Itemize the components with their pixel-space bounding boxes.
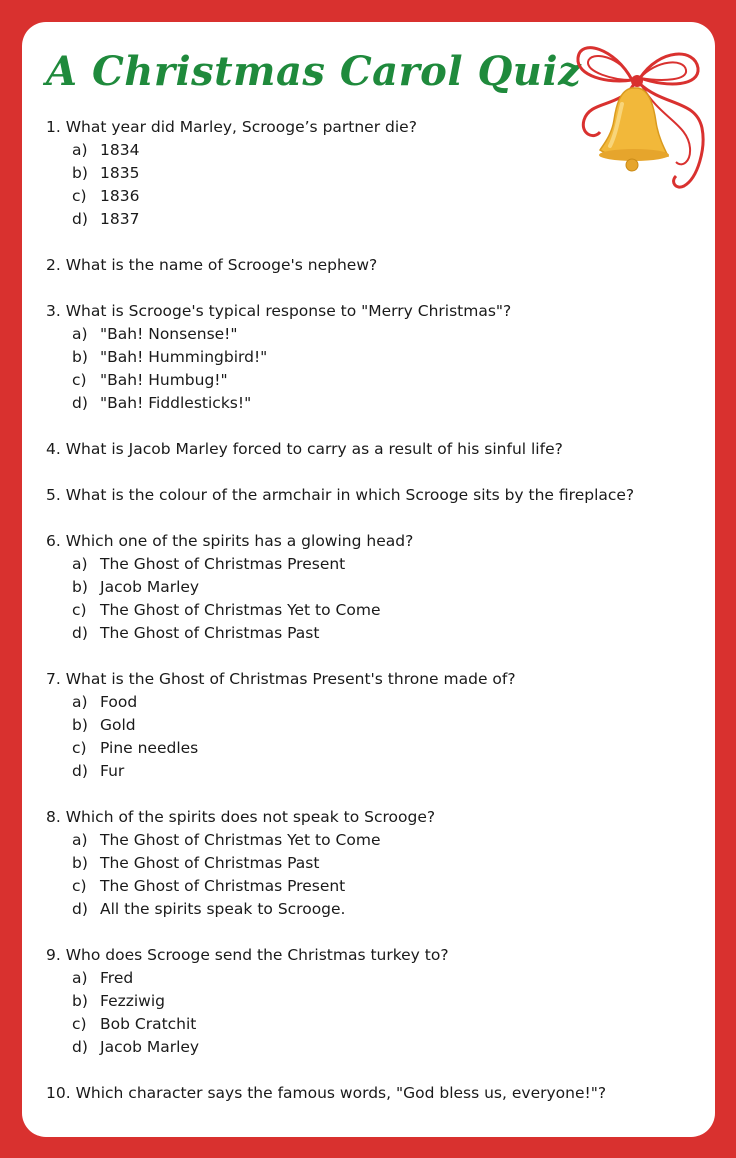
option-letter: a) <box>72 325 88 343</box>
option-letter: b) <box>72 348 88 366</box>
question-block <box>46 254 706 277</box>
answer-option <box>46 346 706 369</box>
option-letter: c) <box>72 187 87 205</box>
option-text: "Bah! Nonsense!" <box>100 325 238 343</box>
option-text: The Ghost of Christmas Present <box>100 877 346 895</box>
question-text: 8. Which of the spirits does not speak to Scrooge? <box>46 808 436 826</box>
option-text: "Bah! Humbug!" <box>100 371 228 389</box>
question-text: 2. What is the name of Scrooge's nephew? <box>46 256 378 274</box>
option-text: The Ghost of Christmas Yet to Come <box>100 601 381 619</box>
option-letter: b) <box>72 854 88 872</box>
option-letter: a) <box>72 831 88 849</box>
answer-option <box>46 1036 706 1059</box>
option-text: Bob Cratchit <box>100 1015 197 1033</box>
answer-option <box>46 875 706 898</box>
option-text: Jacob Marley <box>100 1038 200 1056</box>
answer-option <box>46 185 706 208</box>
answer-option <box>46 369 706 392</box>
option-letter: c) <box>72 601 87 619</box>
question-block <box>46 1082 706 1105</box>
option-text: "Bah! Fiddlesticks!" <box>100 394 252 412</box>
option-text: All the spirits speak to Scrooge. <box>100 900 346 918</box>
answer-option <box>46 898 706 921</box>
option-text: 1837 <box>100 210 140 228</box>
answer-option <box>46 852 706 875</box>
option-letter: d) <box>72 210 88 228</box>
option-text: Food <box>100 693 138 711</box>
answer-option <box>46 208 706 231</box>
answer-option <box>46 622 706 645</box>
answer-option <box>46 990 706 1013</box>
option-letter: b) <box>72 578 88 596</box>
option-text: The Ghost of Christmas Past <box>100 624 320 642</box>
question-text: 5. What is the colour of the armchair in which Scrooge sits by the fireplace? <box>46 486 635 504</box>
option-letter: c) <box>72 739 87 757</box>
question-block <box>46 668 706 783</box>
question-text: 9. Who does Scrooge send the Christmas turkey to? <box>46 946 449 964</box>
option-text: The Ghost of Christmas Present <box>100 555 346 573</box>
answer-option <box>46 1013 706 1036</box>
option-letter: d) <box>72 1038 88 1056</box>
answer-option <box>46 714 706 737</box>
question-block <box>46 806 706 921</box>
option-text: Pine needles <box>100 739 199 757</box>
question-block <box>46 484 706 507</box>
option-text: 1836 <box>100 187 140 205</box>
answer-option <box>46 829 706 852</box>
question-text: 10. Which character says the famous words, "God bless us, everyone!"? <box>46 1084 607 1102</box>
option-text: 1834 <box>100 141 140 159</box>
question-text: 3. What is Scrooge's typical response to "Merry Christmas"? <box>46 302 512 320</box>
option-letter: b) <box>72 992 88 1010</box>
option-text: Gold <box>100 716 136 734</box>
option-letter: a) <box>72 693 88 711</box>
question-text: 6. Which one of the spirits has a glowing head? <box>46 532 414 550</box>
answer-option <box>46 392 706 415</box>
question-block <box>46 300 706 415</box>
option-letter: d) <box>72 762 88 780</box>
answer-option <box>46 737 706 760</box>
answer-option <box>46 691 706 714</box>
question-block <box>46 438 706 461</box>
option-letter: d) <box>72 624 88 642</box>
option-letter: a) <box>72 141 88 159</box>
option-text: Fur <box>100 762 125 780</box>
question-block <box>46 116 706 231</box>
option-letter: a) <box>72 555 88 573</box>
option-letter: b) <box>72 716 88 734</box>
quiz-card <box>22 22 715 1137</box>
option-letter: c) <box>72 371 87 389</box>
question-text: 1. What year did Marley, Scrooge’s partner die? <box>46 118 417 136</box>
answer-option <box>46 967 706 990</box>
option-text: Fezziwig <box>100 992 166 1010</box>
option-text: The Ghost of Christmas Past <box>100 854 320 872</box>
option-text: Jacob Marley <box>100 578 200 596</box>
answer-option <box>46 323 706 346</box>
option-text: 1835 <box>100 164 140 182</box>
question-block <box>46 944 706 1059</box>
option-text: Fred <box>100 969 134 987</box>
answer-option <box>46 599 706 622</box>
option-text: "Bah! Hummingbird!" <box>100 348 268 366</box>
answer-option <box>46 162 706 185</box>
option-letter: c) <box>72 877 87 895</box>
question-block <box>46 530 706 645</box>
question-text: 7. What is the Ghost of Christmas Present's throne made of? <box>46 670 516 688</box>
answer-option <box>46 576 706 599</box>
option-letter: d) <box>72 900 88 918</box>
option-letter: c) <box>72 1015 87 1033</box>
answer-option <box>46 139 706 162</box>
option-letter: d) <box>72 394 88 412</box>
answer-option <box>46 553 706 576</box>
option-text: The Ghost of Christmas Yet to Come <box>100 831 381 849</box>
page-title: A Christmas Carol Quiz <box>46 48 582 95</box>
question-text: 4. What is Jacob Marley forced to carry as a result of his sinful life? <box>46 440 563 458</box>
option-letter: a) <box>72 969 88 987</box>
quiz-questions <box>46 116 706 1128</box>
option-letter: b) <box>72 164 88 182</box>
answer-option <box>46 760 706 783</box>
